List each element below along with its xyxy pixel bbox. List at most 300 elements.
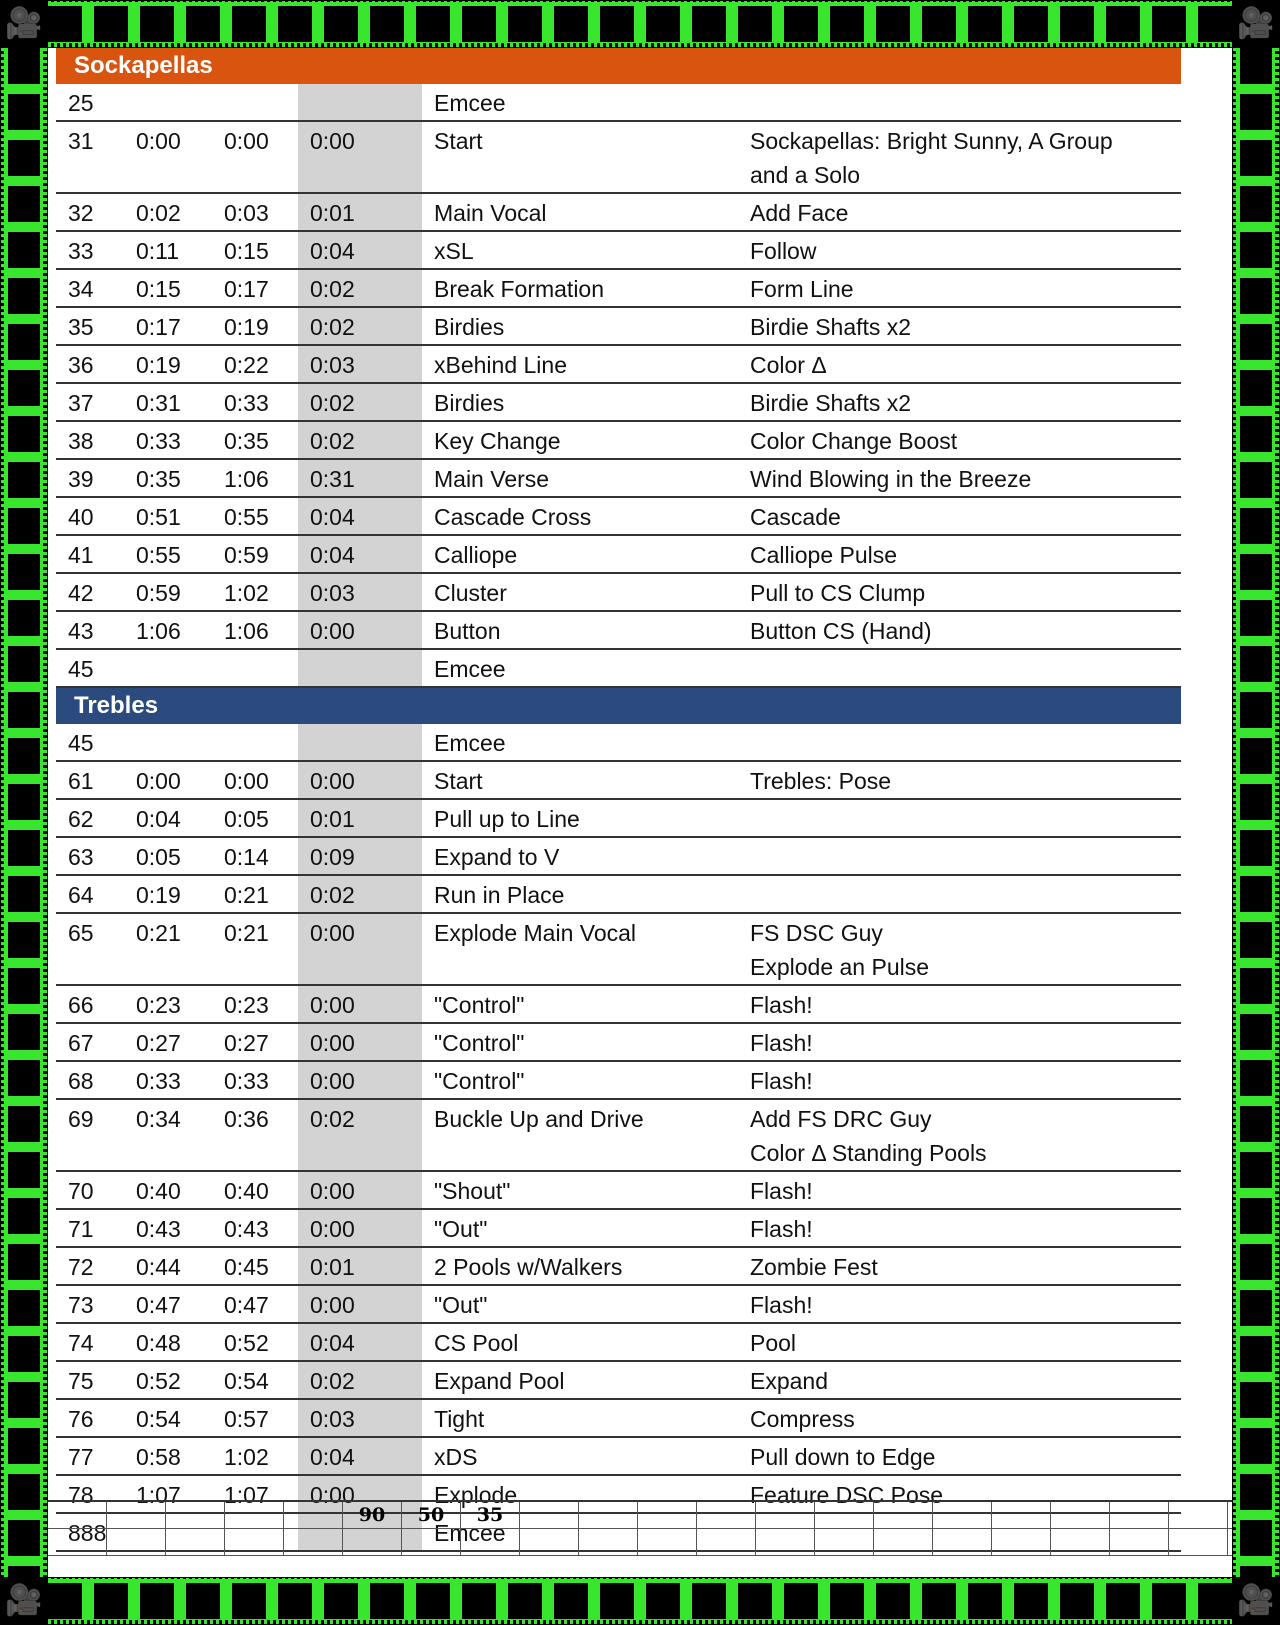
start-time: 0:47 bbox=[136, 1292, 181, 1318]
duration: 0:02 bbox=[298, 422, 422, 458]
cue-row bbox=[56, 574, 1181, 612]
film-frames-top bbox=[48, 6, 1232, 42]
end-time: 0:14 bbox=[224, 844, 269, 870]
action: "Out" bbox=[434, 1216, 488, 1242]
movie-camera-icon: 🎥 bbox=[0, 1577, 48, 1625]
start-time bbox=[136, 650, 224, 686]
start-time: 0:04 bbox=[136, 806, 181, 832]
start-time: 0:55 bbox=[136, 542, 181, 568]
duration: 0:00 bbox=[298, 914, 422, 984]
footer-cell bbox=[461, 1529, 520, 1555]
cue-row bbox=[56, 1400, 1181, 1438]
movie-camera-icon: 🎥 bbox=[0, 0, 48, 48]
footer-cell bbox=[815, 1529, 874, 1555]
duration: 0:04 bbox=[298, 1324, 422, 1360]
action: Birdies bbox=[434, 390, 505, 416]
action: Birdies bbox=[434, 314, 505, 340]
end-time: 0:55 bbox=[224, 504, 269, 530]
cue-number: 61 bbox=[68, 768, 94, 794]
footer-cell bbox=[933, 1502, 992, 1528]
duration: 0:00 bbox=[298, 1476, 422, 1512]
cue-number: 888 bbox=[68, 1520, 107, 1546]
start-time: 0:02 bbox=[136, 200, 181, 226]
footer-cell: 90 bbox=[343, 1502, 402, 1528]
action: xBehind Line bbox=[434, 352, 567, 378]
cue-number: 43 bbox=[68, 618, 94, 644]
start-time: 0:33 bbox=[136, 428, 181, 454]
footer-cell bbox=[756, 1529, 815, 1555]
cue-row bbox=[56, 122, 1181, 194]
end-time bbox=[224, 650, 298, 686]
end-time: 1:02 bbox=[224, 1444, 269, 1470]
effect-note: Pull to CS Clump bbox=[750, 580, 926, 606]
effect-note: Add Face bbox=[750, 200, 849, 226]
effect-note: Flash! bbox=[750, 1030, 813, 1056]
end-time: 1:07 bbox=[224, 1482, 269, 1508]
cue-number: 65 bbox=[68, 920, 94, 946]
duration: 0:02 bbox=[298, 270, 422, 306]
cue-row bbox=[56, 1286, 1181, 1324]
effect-note: Flash! bbox=[750, 992, 813, 1018]
action: Break Formation bbox=[434, 276, 605, 302]
start-time: 0:59 bbox=[136, 580, 181, 606]
cue-number: 36 bbox=[68, 352, 94, 378]
schedule-page bbox=[48, 48, 1232, 1577]
footer-cell bbox=[992, 1529, 1051, 1555]
action: Emcee bbox=[434, 90, 506, 116]
cue-number: 78 bbox=[68, 1482, 94, 1508]
effect-note bbox=[750, 876, 1181, 912]
footer-cell bbox=[225, 1502, 284, 1528]
cue-number: 32 bbox=[68, 200, 94, 226]
duration: 0:03 bbox=[298, 574, 422, 610]
start-time: 1:07 bbox=[136, 1482, 181, 1508]
end-time: 0:54 bbox=[224, 1368, 269, 1394]
start-time: 0:54 bbox=[136, 1406, 181, 1432]
footer-cell bbox=[284, 1502, 343, 1528]
effect-note: Button CS (Hand) bbox=[750, 618, 932, 644]
footer-grid bbox=[48, 1500, 1232, 1556]
action: Tight bbox=[434, 1406, 485, 1432]
action: Button bbox=[434, 618, 501, 644]
effect-note: FS DSC Guy Explode an Pulse bbox=[750, 920, 930, 980]
end-time bbox=[224, 84, 298, 120]
footer-cell bbox=[1110, 1529, 1169, 1555]
effect-note bbox=[750, 724, 1181, 760]
duration: 0:00 bbox=[298, 612, 422, 648]
effect-note: Calliope Pulse bbox=[750, 542, 898, 568]
duration: 0:02 bbox=[298, 1362, 422, 1398]
end-time: 0:36 bbox=[224, 1106, 269, 1132]
end-time: 0:57 bbox=[224, 1406, 269, 1432]
cue-row bbox=[56, 838, 1181, 876]
duration: 0:00 bbox=[298, 1172, 422, 1208]
start-time: 1:06 bbox=[136, 618, 181, 644]
duration: 0:03 bbox=[298, 1400, 422, 1436]
action: Expand Pool bbox=[434, 1368, 565, 1394]
cue-row bbox=[56, 762, 1181, 800]
footer-cell bbox=[638, 1502, 697, 1528]
duration: 0:31 bbox=[298, 460, 422, 496]
action: Buckle Up and Drive bbox=[434, 1106, 644, 1132]
footer-cell bbox=[933, 1529, 992, 1555]
effect-note: Pull down to Edge bbox=[750, 1444, 936, 1470]
footer-cell bbox=[225, 1529, 284, 1555]
footer-cell bbox=[697, 1502, 756, 1528]
action: "Control" bbox=[434, 1068, 525, 1094]
footer-cell bbox=[1110, 1502, 1169, 1528]
action: Emcee bbox=[434, 730, 506, 756]
action: Cluster bbox=[434, 580, 507, 606]
footer-cell bbox=[48, 1502, 107, 1528]
cue-row bbox=[56, 650, 1181, 688]
end-time: 0:43 bbox=[224, 1216, 269, 1242]
end-time: 0:33 bbox=[224, 1068, 269, 1094]
action: Calliope bbox=[434, 542, 518, 568]
end-time: 0:59 bbox=[224, 542, 269, 568]
end-time: 0:00 bbox=[224, 768, 269, 794]
end-time: 1:06 bbox=[224, 466, 269, 492]
duration: 0:04 bbox=[298, 498, 422, 534]
footer-cell: 50 bbox=[402, 1502, 461, 1528]
action: Start bbox=[434, 128, 483, 154]
footer-cell bbox=[697, 1529, 756, 1555]
end-time: 0:21 bbox=[224, 920, 269, 946]
sprocket-holes-right-outer bbox=[1233, 48, 1237, 1577]
start-time: 0:43 bbox=[136, 1216, 181, 1242]
end-time: 0:47 bbox=[224, 1292, 269, 1318]
footer-cell bbox=[579, 1502, 638, 1528]
film-strip-left bbox=[0, 0, 48, 1625]
duration: 0:00 bbox=[298, 762, 422, 798]
footer-cell bbox=[48, 1529, 107, 1555]
cue-row bbox=[56, 1210, 1181, 1248]
cue-number: 31 bbox=[68, 128, 94, 154]
effect-note: Cascade bbox=[750, 504, 841, 530]
footer-cell bbox=[579, 1529, 638, 1555]
duration: 0:01 bbox=[298, 194, 422, 230]
start-time: 0:21 bbox=[136, 920, 181, 946]
cue-row bbox=[56, 194, 1181, 232]
start-time: 0:15 bbox=[136, 276, 181, 302]
start-time: 0:27 bbox=[136, 1030, 181, 1056]
start-time: 0:05 bbox=[136, 844, 181, 870]
effect-note bbox=[750, 650, 1181, 686]
cue-row bbox=[56, 1248, 1181, 1286]
end-time: 0:45 bbox=[224, 1254, 269, 1280]
section-header: Trebles bbox=[56, 688, 1181, 724]
duration: 0:00 bbox=[298, 1286, 422, 1322]
end-time: 0:03 bbox=[224, 200, 269, 226]
footer-cell bbox=[815, 1502, 874, 1528]
cue-number: 76 bbox=[68, 1406, 94, 1432]
cue-row bbox=[56, 1438, 1181, 1476]
cue-number: 39 bbox=[68, 466, 94, 492]
cue-number: 71 bbox=[68, 1216, 94, 1242]
duration: 0:01 bbox=[298, 1248, 422, 1284]
cue-number: 75 bbox=[68, 1368, 94, 1394]
movie-camera-icon: 🎥 bbox=[1232, 1577, 1280, 1625]
cue-number: 69 bbox=[68, 1106, 94, 1132]
film-frames-right bbox=[1240, 48, 1272, 1577]
duration bbox=[298, 724, 422, 760]
cue-number: 63 bbox=[68, 844, 94, 870]
cue-number: 74 bbox=[68, 1330, 94, 1356]
cue-row bbox=[56, 1062, 1181, 1100]
start-time bbox=[136, 84, 224, 120]
action: CS Pool bbox=[434, 1330, 519, 1356]
cue-row bbox=[56, 1024, 1181, 1062]
start-time: 0:35 bbox=[136, 466, 181, 492]
footer-cell bbox=[107, 1502, 166, 1528]
footer-cell bbox=[874, 1502, 933, 1528]
action: Run in Place bbox=[434, 882, 565, 908]
cue-row bbox=[56, 1362, 1181, 1400]
cue-number: 66 bbox=[68, 992, 94, 1018]
footer-cell bbox=[520, 1529, 579, 1555]
action: xDS bbox=[434, 1444, 478, 1470]
effect-note: Sockapellas: Bright Sunny, A Group and a Solo bbox=[750, 128, 1113, 188]
duration: 0:00 bbox=[298, 1210, 422, 1246]
footer-row bbox=[48, 1502, 1232, 1529]
effect-note: Flash! bbox=[750, 1292, 813, 1318]
cue-row bbox=[56, 914, 1181, 986]
start-time: 0:00 bbox=[136, 128, 181, 154]
action: Key Change bbox=[434, 428, 561, 454]
cue-row bbox=[56, 308, 1181, 346]
action: Emcee bbox=[434, 1520, 506, 1546]
end-time: 1:02 bbox=[224, 580, 269, 606]
cue-row bbox=[56, 346, 1181, 384]
effect-note: Flash! bbox=[750, 1178, 813, 1204]
end-time: 0:23 bbox=[224, 992, 269, 1018]
action: Main Verse bbox=[434, 466, 550, 492]
sprocket-holes-right-inner bbox=[1275, 48, 1279, 1577]
action: "Control" bbox=[434, 1030, 525, 1056]
cue-row bbox=[56, 384, 1181, 422]
cue-number: 45 bbox=[68, 656, 94, 682]
action: Expand to V bbox=[434, 844, 560, 870]
effect-note: Flash! bbox=[750, 1068, 813, 1094]
action: Explode bbox=[434, 1482, 518, 1508]
start-time bbox=[136, 724, 224, 760]
cue-number: 33 bbox=[68, 238, 94, 264]
end-time: 0:19 bbox=[224, 314, 269, 340]
footer-cell bbox=[166, 1529, 225, 1555]
cue-number: 77 bbox=[68, 1444, 94, 1470]
footer-cell bbox=[1051, 1529, 1110, 1555]
effect-note: Follow bbox=[750, 238, 817, 264]
start-time: 0:11 bbox=[136, 238, 180, 264]
footer-cell bbox=[1169, 1529, 1228, 1555]
end-time: 0:21 bbox=[224, 882, 269, 908]
cue-number: 62 bbox=[68, 806, 94, 832]
cue-number: 73 bbox=[68, 1292, 94, 1318]
action: Emcee bbox=[434, 656, 506, 682]
effect-note: Color Change Boost bbox=[750, 428, 958, 454]
footer-cell bbox=[638, 1529, 697, 1555]
footer-cell bbox=[874, 1529, 933, 1555]
duration: 0:00 bbox=[298, 1024, 422, 1060]
duration: 0:00 bbox=[298, 1062, 422, 1098]
cue-row bbox=[56, 612, 1181, 650]
cue-number: 68 bbox=[68, 1068, 94, 1094]
action: "Shout" bbox=[434, 1178, 511, 1204]
action: 2 Pools w/Walkers bbox=[434, 1254, 623, 1280]
cue-number: 37 bbox=[68, 390, 94, 416]
footer-cell bbox=[107, 1529, 166, 1555]
start-time: 0:44 bbox=[136, 1254, 181, 1280]
start-time: 0:52 bbox=[136, 1368, 181, 1394]
start-time: 0:34 bbox=[136, 1106, 181, 1132]
film-frames-left bbox=[8, 48, 40, 1577]
duration: 0:00 bbox=[298, 986, 422, 1022]
effect-note bbox=[750, 838, 1181, 874]
duration: 0:02 bbox=[298, 1100, 422, 1170]
cue-row bbox=[56, 422, 1181, 460]
film-strip-right bbox=[1232, 0, 1280, 1625]
cue-row bbox=[56, 800, 1181, 838]
duration: 0:03 bbox=[298, 346, 422, 382]
action: Explode Main Vocal bbox=[434, 920, 637, 946]
action: Start bbox=[434, 768, 483, 794]
end-time: 0:33 bbox=[224, 390, 269, 416]
effect-note: Form Line bbox=[750, 276, 854, 302]
cue-number: 35 bbox=[68, 314, 94, 340]
cue-row bbox=[56, 460, 1181, 498]
action: Main Vocal bbox=[434, 200, 547, 226]
cue-number: 70 bbox=[68, 1178, 94, 1204]
duration: 0:04 bbox=[298, 1438, 422, 1474]
effect-note: Feature DSC Pose bbox=[750, 1482, 944, 1508]
footer-row bbox=[48, 1529, 1232, 1556]
cue-row bbox=[56, 1100, 1181, 1172]
duration: 0:02 bbox=[298, 308, 422, 344]
section-sockapellas bbox=[56, 48, 1181, 688]
start-time: 0:00 bbox=[136, 768, 181, 794]
start-time: 0:58 bbox=[136, 1444, 181, 1470]
footer-cell: 35 bbox=[461, 1502, 520, 1528]
cue-number: 72 bbox=[68, 1254, 94, 1280]
end-time: 1:06 bbox=[224, 618, 269, 644]
cue-number: 40 bbox=[68, 504, 94, 530]
effect-note: Birdie Shafts x2 bbox=[750, 314, 912, 340]
footer-cell bbox=[992, 1502, 1051, 1528]
cue-number: 34 bbox=[68, 276, 94, 302]
sprocket-holes-top-inner bbox=[48, 43, 1232, 47]
cue-row bbox=[56, 498, 1181, 536]
film-frames-bottom bbox=[48, 1583, 1232, 1619]
effect-note: Trebles: Pose bbox=[750, 768, 892, 794]
effect-note bbox=[750, 84, 1181, 120]
footer-cell bbox=[1051, 1502, 1110, 1528]
footer-cell bbox=[520, 1502, 579, 1528]
footer-cell bbox=[402, 1529, 461, 1555]
sprocket-holes-top-outer bbox=[48, 1, 1232, 5]
cue-row bbox=[56, 84, 1181, 122]
effect-note: Zombie Fest bbox=[750, 1254, 878, 1280]
start-time: 0:51 bbox=[136, 504, 181, 530]
effect-note: Flash! bbox=[750, 1216, 813, 1242]
effect-note: Wind Blowing in the Breeze bbox=[750, 466, 1032, 492]
section-header: Sockapellas bbox=[56, 48, 1181, 84]
cue-number: 45 bbox=[68, 730, 94, 756]
sprocket-holes-bottom-inner bbox=[48, 1620, 1232, 1624]
end-time: 0:22 bbox=[224, 352, 269, 378]
film-strip-top bbox=[0, 0, 1280, 48]
cue-row bbox=[56, 986, 1181, 1024]
movie-camera-icon: 🎥 bbox=[1232, 0, 1280, 48]
start-time: 0:33 bbox=[136, 1068, 181, 1094]
start-time: 0:40 bbox=[136, 1178, 181, 1204]
footer-cell bbox=[166, 1502, 225, 1528]
start-time: 0:23 bbox=[136, 992, 181, 1018]
film-strip-bottom bbox=[0, 1577, 1280, 1625]
sprocket-holes-left-outer bbox=[1, 48, 5, 1577]
cue-row bbox=[56, 536, 1181, 574]
action: "Out" bbox=[434, 1292, 488, 1318]
cue-row bbox=[56, 232, 1181, 270]
footer-cell bbox=[284, 1529, 343, 1555]
cue-number: 64 bbox=[68, 882, 94, 908]
footer-cell bbox=[756, 1502, 815, 1528]
duration: 0:02 bbox=[298, 384, 422, 420]
end-time: 0:35 bbox=[224, 428, 269, 454]
section-trebles bbox=[56, 688, 1181, 1552]
duration: 0:02 bbox=[298, 876, 422, 912]
effect-note: Pool bbox=[750, 1330, 797, 1356]
action: "Control" bbox=[434, 992, 525, 1018]
footer-cell bbox=[343, 1529, 402, 1555]
end-time: 0:17 bbox=[224, 276, 269, 302]
duration bbox=[298, 84, 422, 120]
start-time: 0:19 bbox=[136, 352, 181, 378]
duration: 0:04 bbox=[298, 536, 422, 572]
cue-sheet bbox=[56, 48, 1181, 1552]
cue-number: 67 bbox=[68, 1030, 94, 1056]
start-time: 0:19 bbox=[136, 882, 181, 908]
sprocket-holes-bottom-outer bbox=[48, 1578, 1232, 1582]
start-time: 0:48 bbox=[136, 1330, 181, 1356]
cue-number: 25 bbox=[68, 90, 94, 116]
end-time: 0:40 bbox=[224, 1178, 269, 1204]
effect-note: Add FS DRC Guy Color Δ Standing Pools bbox=[750, 1106, 987, 1166]
end-time: 0:15 bbox=[224, 238, 269, 264]
cue-number: 42 bbox=[68, 580, 94, 606]
end-time: 0:27 bbox=[224, 1030, 269, 1056]
cue-row bbox=[56, 1172, 1181, 1210]
effect-note: Expand bbox=[750, 1368, 829, 1394]
duration: 0:09 bbox=[298, 838, 422, 874]
start-time: 0:17 bbox=[136, 314, 181, 340]
sprocket-holes-left-inner bbox=[43, 48, 47, 1577]
end-time: 0:00 bbox=[224, 128, 269, 154]
cue-number: 41 bbox=[68, 542, 94, 568]
effect-note: Birdie Shafts x2 bbox=[750, 390, 912, 416]
end-time: 0:52 bbox=[224, 1330, 269, 1356]
end-time bbox=[224, 724, 298, 760]
cue-row bbox=[56, 724, 1181, 762]
footer-cell bbox=[1169, 1502, 1228, 1528]
effect-note bbox=[750, 800, 1181, 836]
effect-note: Color Δ bbox=[750, 352, 827, 378]
action: Cascade Cross bbox=[434, 504, 592, 530]
duration bbox=[298, 650, 422, 686]
duration: 0:00 bbox=[298, 122, 422, 192]
cue-number: 38 bbox=[68, 428, 94, 454]
action: Pull up to Line bbox=[434, 806, 580, 832]
cue-row bbox=[56, 876, 1181, 914]
